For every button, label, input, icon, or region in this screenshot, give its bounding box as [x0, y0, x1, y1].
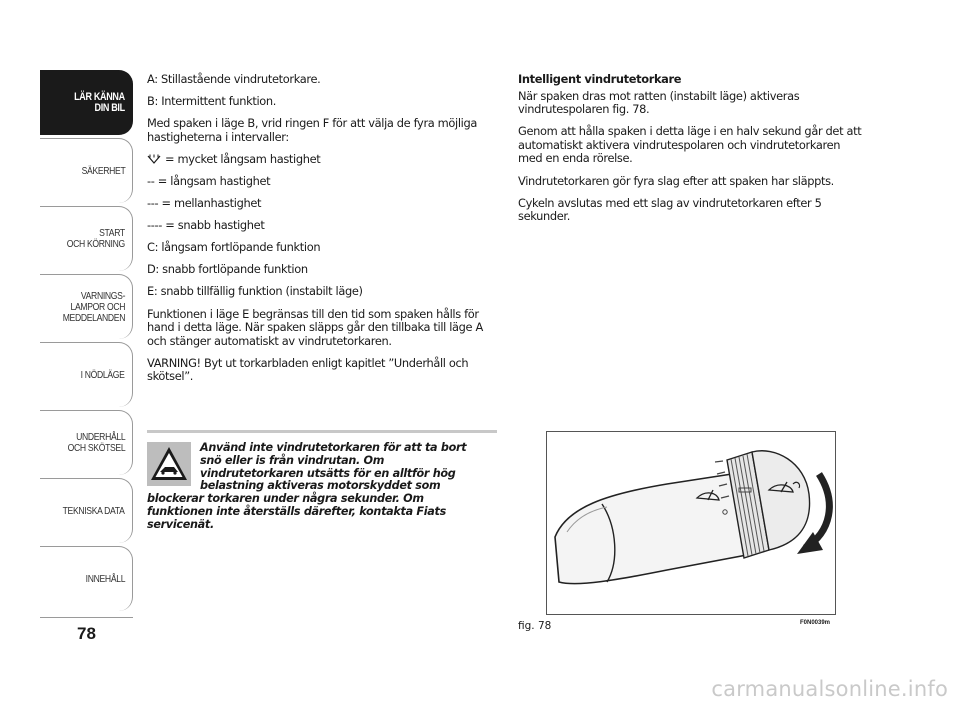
tab-varningslampor[interactable] [40, 274, 133, 339]
paragraph: C: långsam fortlöpande funktion [147, 240, 321, 255]
tab-innehall[interactable] [40, 546, 133, 611]
warning-divider [147, 430, 497, 433]
paragraph-very-slow [147, 153, 497, 167]
section-heading: Intelligent vindrutetorkare [518, 72, 682, 86]
figure-caption: fig. 78 [518, 620, 552, 632]
chapter-tabs [40, 70, 133, 614]
warning-triangle-icon [147, 442, 191, 486]
paragraph: -- = långsam hastighet [147, 173, 271, 188]
page-number: 78 [77, 624, 96, 643]
warning-box [147, 442, 487, 532]
tab-label: UNDERHÅLL OCH SKÖTSEL [67, 431, 125, 454]
tab-tekniska-data[interactable] [40, 478, 133, 543]
paragraph: Med spaken i läge B, vrid ringen F för att välja de fyra möjliga hastigheterna i intervaller: [147, 116, 478, 144]
tab-label: I NÖDLÄGE [81, 368, 125, 381]
tab-sakerhet[interactable] [40, 138, 133, 203]
paragraph: Genom att hålla spaken i detta läge i en halv sekund går det att automatiskt aktivera vindrutespolaren och vindrutetorkaren med en enda rörelse. [518, 124, 862, 166]
tab-label: VARNINGS- LAMPOR OCH MEDDELANDEN [62, 289, 125, 324]
paragraph: A: Stillastående vindrutetorkare. [147, 72, 321, 86]
very-slow-speed-icon [147, 154, 161, 164]
tab-label: INNEHÅLL [85, 572, 125, 585]
warning-text: Använd inte vindrutetorkaren för att ta bort snö eller is från vindrutan. Om vindrutetorkaren utsätts för en alltför hög belastning aktiveras motorskyddet som blockerar torkaren under några sekunder. Om funktionen inte återställs därefter, kontakta Fiats servicenät. [147, 441, 467, 531]
tab-label: LÄR KÄNNA DIN BIL [74, 91, 125, 114]
paragraph: Vindrutetorkaren gör fyra slag efter att spaken har släppts. [518, 173, 834, 188]
right-column [518, 73, 863, 232]
watermark: carmanualsonline.info [711, 677, 948, 701]
figure-code: F0N0039m [800, 620, 831, 626]
paragraph: Cykeln avslutas med ett slag av vindrutetorkaren efter 5 sekunder. [518, 195, 822, 224]
tab-underhall-och-skotsel[interactable] [40, 410, 133, 475]
wiper-stalk-figure [546, 431, 836, 615]
tab-start-och-korning[interactable] [40, 206, 133, 271]
nav-divider [40, 617, 133, 618]
paragraph: När spaken dras mot ratten (instabilt läge) aktiveras vindrutespolaren fig. 78. [518, 88, 800, 117]
paragraph: VARNING! Byt ut torkarbladen enligt kapitlet ”Underhåll och skötsel”. [147, 355, 469, 384]
wiper-stalk-illustration [547, 432, 835, 614]
tab-i-nodlage[interactable] [40, 342, 133, 407]
tab-label: TEKNISKA DATA [63, 504, 125, 517]
left-column [147, 73, 497, 393]
paragraph: D: snabb fortlöpande funktion [147, 262, 308, 277]
paragraph: E: snabb tillfällig funktion (instabilt läge) [147, 284, 363, 299]
paragraph: --- = mellanhastighet [147, 196, 262, 211]
tab-label: START OCH KÖRNING [66, 227, 125, 250]
paragraph: B: Intermittent funktion. [147, 94, 277, 109]
tab-lar-kanna-din-bil[interactable] [40, 70, 133, 135]
paragraph-text: = mycket långsam hastighet [165, 151, 321, 166]
tab-label: SÄKERHET [81, 164, 125, 177]
paragraph: ---- = snabb hastighet [147, 218, 265, 233]
paragraph: Funktionen i läge E begränsas till den tid som spaken hålls för hand i detta läge. När spaken släpps går den tillbaka till läge A och stänger automatiskt av vindrutetorkaren. [147, 306, 483, 348]
